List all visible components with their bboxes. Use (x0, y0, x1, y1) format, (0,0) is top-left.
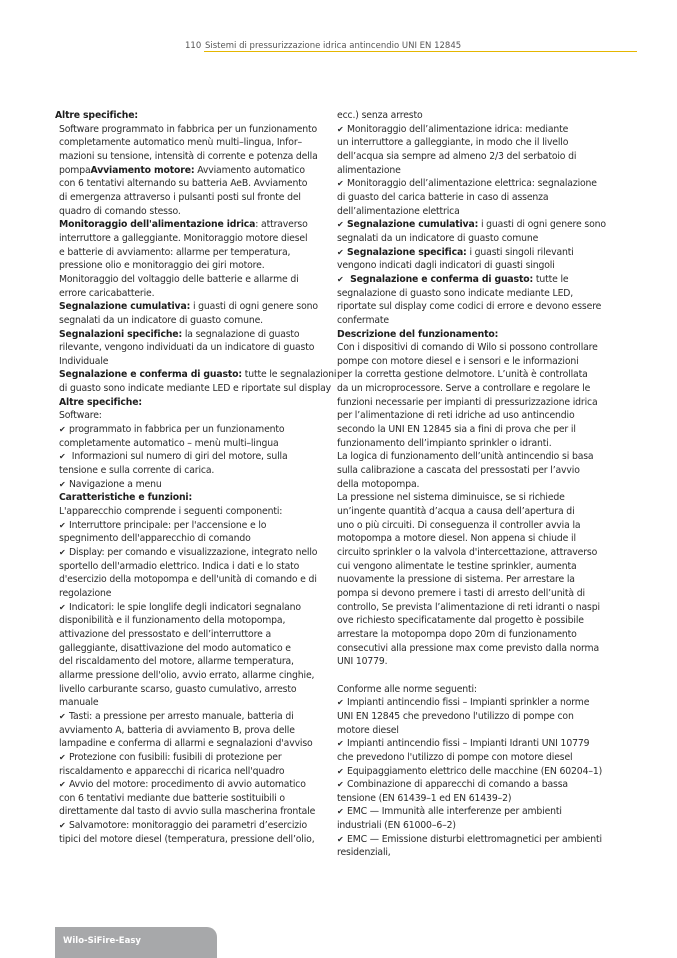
checkmark-icon: ✔ (337, 739, 344, 749)
line-text: da un microprocessore. Serve a controllare e regolare le (337, 383, 591, 395)
line-text: L'apparecchio comprende i seguenti componenti: (59, 506, 283, 518)
checkmark-icon: ✔ (59, 821, 66, 831)
text-line (55, 464, 330, 478)
text-line (333, 205, 633, 219)
text-line (55, 519, 330, 533)
line-text: UNI EN 12845 che prevedono l'utilizzo di pompe con (337, 710, 574, 722)
line-text: Combinazione di apparecchi di comando a bassa (347, 779, 568, 791)
text-line (55, 614, 330, 628)
text-line (55, 491, 330, 505)
bold-label: Segnalazione e conferma di guasto: (59, 369, 242, 381)
text-line (333, 573, 633, 587)
line-text: manuale (59, 697, 99, 709)
bold-label: Avviamento motore: (90, 164, 195, 176)
line-text: tipici del motore diesel (temperatura, pressione dell’olio, (59, 833, 315, 845)
line-text: UNI 10779. (337, 656, 388, 668)
line-text: di guasto sono indicate mediante LED e riportate sul display (59, 383, 331, 395)
line-text: disponibilità e il funzionamento della motopompa, (59, 615, 286, 627)
line-text: con 6 tentativi alternando su batteria AeB. Avviamento (59, 178, 308, 190)
line-text: quadro di comando stesso. (59, 205, 181, 217)
checkmark-icon: ✔ (59, 602, 66, 612)
text-line (55, 546, 330, 560)
text-line (333, 765, 633, 779)
text-line (333, 710, 633, 724)
text-line (333, 751, 633, 765)
checkmark-icon: ✔ (59, 479, 66, 489)
bold-label: Segnalazioni specifiche: (59, 328, 183, 340)
checkmark-icon: ✔ (59, 452, 66, 462)
text-line (55, 423, 330, 437)
text-line (55, 437, 330, 451)
line-text: programmato in fabbrica per un funzionamento (69, 424, 285, 436)
line-text: i guasti singoli rilevanti (466, 246, 574, 258)
text-line (333, 505, 633, 519)
line-text: sportello dell'armadio elettrico. Indica i dati e lo stato (59, 560, 300, 572)
line-text: rilevante, vengono individuati da un indicatore di guasto (59, 342, 315, 354)
text-line (55, 314, 330, 328)
line-text: Protezione con fusibili: fusibili di protezione per (69, 751, 282, 763)
line-text: tutte le segnalazioni (241, 369, 337, 381)
checkmark-icon: ✔ (337, 274, 344, 284)
line-text: riscaldamento e apparecchi di ricarica nell'quadro (59, 765, 285, 777)
text-line (333, 491, 633, 505)
line-text: Informazioni sul numero di giri del motore, sulla (69, 451, 288, 463)
right-column (333, 109, 633, 860)
line-text: pompa (59, 164, 91, 176)
line-text: sulla calibrazione a cascata del pressostati per l’avvio (337, 465, 580, 477)
text-line (333, 737, 633, 751)
bold-label: Caratteristiche e funzioni: (59, 492, 193, 504)
line-text: segnalazione di guasto sono indicate mediante LED, (337, 287, 574, 299)
text-line (333, 819, 633, 833)
checkmark-icon: ✔ (337, 766, 344, 776)
text-line (333, 601, 633, 615)
text-line (55, 218, 330, 232)
checkmark-icon: ✔ (337, 220, 344, 230)
text-line (55, 669, 330, 683)
line-text: Indicatori: le spie longlife degli indicatori segnalano (69, 601, 301, 613)
text-line (333, 123, 633, 137)
line-text: livello carburante scarso, guasto cumulativo, arresto (59, 683, 297, 695)
text-line (55, 642, 330, 656)
checkmark-icon: ✔ (59, 780, 66, 790)
checkmark-icon: ✔ (59, 520, 66, 530)
line-text: cui vengono alimentate le testine sprinkler, aumenta (337, 560, 577, 572)
header-rule (204, 51, 637, 52)
text-line (333, 368, 633, 382)
line-text: Equipaggiamento elettrico delle macchine (EN 60204–1) (347, 765, 603, 777)
line-text: direttamente dal tasto di avvio sulla mascherina frontale (59, 806, 316, 818)
text-line (333, 191, 633, 205)
line-text: tensione (EN 61439–1 ed EN 61439–2) (337, 792, 512, 804)
text-line (55, 587, 330, 601)
text-line (55, 655, 330, 669)
left-column (55, 109, 337, 846)
line-text: pressione olio e monitoraggio dei giri motore. (59, 260, 265, 272)
checkmark-icon: ✔ (337, 780, 344, 790)
line-text: Con i dispositivi di comando di Wilo si possono controllare (337, 342, 598, 354)
text-line (55, 778, 330, 792)
line-text: i guasti di ogni genere sono (478, 219, 606, 231)
line-text: per la corretta gestione delmotore. L’unità è controllata (337, 369, 588, 381)
line-text: ecc.) senza arresto (337, 110, 423, 121)
line-text: secondo la UNI EN 12845 sia a fini di prova che per il (337, 424, 576, 436)
line-text: lampadine e conferma di allarmi e segnalazioni d'avviso (59, 738, 313, 750)
text-line (55, 573, 330, 587)
line-text: segnalati da un indicatore di guasto comune. (59, 314, 263, 326)
text-line (333, 464, 633, 478)
line-text: vengono indicati dagli indicatori di guasti singoli (337, 260, 555, 272)
text-line (333, 246, 633, 260)
line-text: Display: per comando e visualizzazione, integrato nello (69, 547, 318, 558)
text-line (55, 355, 330, 369)
line-text: EMC — Emissione disturbi elettromagnetici per ambienti (347, 833, 602, 845)
text-line (333, 423, 633, 437)
text-line (333, 642, 633, 656)
line-text: del riscaldamento del motore, allarme temperatura, (59, 656, 294, 668)
text-line (55, 833, 330, 847)
text-line (333, 328, 633, 342)
text-line (55, 382, 330, 396)
text-line (333, 724, 633, 738)
checkmark-icon: ✔ (59, 752, 66, 762)
line-text: dell’alimentazione elettrica (337, 205, 460, 217)
line-text: errore caricabatterie. (59, 287, 155, 299)
text-line (333, 846, 633, 860)
text-line (333, 136, 633, 150)
text-line (55, 450, 330, 464)
line-text: pompe con motore diesel e i sensori e le informazioni (337, 355, 579, 367)
text-line (333, 177, 633, 191)
line-text: della motopompa. (337, 478, 420, 490)
line-text: Individuale (59, 355, 109, 367)
text-line (55, 205, 330, 219)
text-line (55, 191, 330, 205)
line-text: Navigazione a menu (69, 478, 162, 490)
line-text: Avviamento automatico (194, 164, 305, 176)
line-text: alimentazione (337, 164, 401, 176)
text-line (55, 150, 330, 164)
checkmark-icon: ✔ (59, 711, 66, 721)
bold-label: Segnalazione cumulativa: (347, 219, 479, 231)
line-text: avviamento A, batteria di avviamento B, prova delle (59, 724, 295, 736)
text-line (55, 328, 330, 342)
text-line (55, 109, 330, 123)
line-text: circuito sprinkler o la valvola d'intercettazione, attraverso (337, 547, 598, 558)
text-line (333, 669, 633, 683)
text-line (55, 246, 330, 260)
text-line (55, 136, 330, 150)
text-line (55, 683, 330, 697)
text-line (333, 300, 633, 314)
footer-product-tab (55, 927, 217, 958)
text-line (333, 355, 633, 369)
text-line (55, 751, 330, 765)
line-text: interruttore a galleggiante. Monitoraggio motore diesel (59, 232, 308, 244)
text-line (333, 450, 633, 464)
checkmark-icon: ✔ (337, 834, 344, 844)
line-text: funzionamento dell’impianto sprinkler o idranti. (337, 437, 552, 449)
text-line (333, 150, 633, 164)
text-line (55, 737, 330, 751)
line-text: tutte le (533, 273, 569, 285)
text-line (333, 519, 633, 533)
bold-label: Descrizione del funzionamento: (337, 328, 499, 340)
line-text: arrestare la motopompa dopo 20m di funzionamento (337, 628, 577, 640)
bold-label: Segnalazione specifica: (347, 246, 467, 258)
line-text: con 6 tentativi mediante due batterie sostituibili o (59, 792, 285, 804)
line-text: Software programmato in fabbrica per un funzionamento (59, 123, 318, 135)
text-line (55, 819, 330, 833)
line-text: motopompa a motore diesel. Non appena si chiude il (337, 533, 576, 545)
line-text: mazioni su tensione, intensità di corrente e potenza della (59, 150, 318, 162)
text-line (333, 778, 633, 792)
text-line (55, 805, 330, 819)
line-text: confermate (337, 314, 389, 326)
checkmark-icon: ✔ (337, 247, 344, 257)
text-line (55, 478, 330, 492)
text-line (55, 560, 330, 574)
text-line (333, 655, 633, 669)
bold-label: Segnalazione e conferma di guasto: (347, 273, 534, 285)
bold-label: Altre specifiche: (55, 110, 138, 121)
text-line (55, 696, 330, 710)
line-text: i guasti di ogni genere sono (190, 301, 318, 313)
line-text: industriali (EN 61000–6–2) (337, 820, 456, 832)
line-text: regolazione (59, 587, 112, 599)
line-text: completamente automatico – menù multi–lingua (59, 437, 279, 449)
line-text: allarme pressione dell'olio, avvio errato, allarme cinghie, (59, 669, 315, 681)
text-line (333, 696, 633, 710)
line-text: tensione e sulla corrente di carica. (59, 465, 215, 477)
text-line (55, 532, 330, 546)
text-line (333, 396, 633, 410)
text-line (55, 765, 330, 779)
text-line (333, 587, 633, 601)
line-text: Interruttore principale: per l'accensione e lo (69, 519, 267, 531)
text-line (55, 123, 330, 137)
line-text: la segnalazione di guasto (182, 328, 300, 340)
checkmark-icon: ✔ (337, 698, 344, 708)
text-line (333, 287, 633, 301)
line-text: dell’acqua sia sempre ad almeno 2/3 del serbatoio di (337, 150, 577, 162)
line-text: completamente automatico menù multi–lingua, Infor– (59, 137, 302, 149)
line-text: uno o più circuiti. Di conseguenza il controller avvia la (337, 519, 581, 531)
text-line (333, 341, 633, 355)
line-text: Impianti antincendio fissi – Impianti Idranti UNI 10779 (347, 738, 590, 750)
text-line (333, 560, 633, 574)
text-line (333, 314, 633, 328)
text-line (333, 437, 633, 451)
text-line (333, 409, 633, 423)
text-line (333, 218, 633, 232)
line-text: : attraverso (255, 219, 308, 231)
line-text: Conforme alle norme seguenti: (337, 683, 477, 695)
text-line (333, 109, 633, 123)
checkmark-icon: ✔ (59, 548, 66, 557)
checkmark-icon: ✔ (337, 807, 344, 817)
text-line (333, 805, 633, 819)
line-text: Monitoraggio del voltaggio delle batterie e allarme di (59, 273, 299, 285)
checkmark-icon: ✔ (337, 124, 344, 134)
bold-label: Altre specifiche: (59, 396, 142, 408)
checkmark-icon: ✔ (59, 425, 66, 435)
text-line (333, 792, 633, 806)
page-number: 110 (185, 41, 202, 51)
line-text: un interruttore a galleggiante, in modo che il livello (337, 137, 569, 149)
line-text: d'esercizio della motopompa e dell'unità di comando e di (59, 574, 317, 586)
checkmark-icon: ✔ (337, 179, 344, 189)
text-line (55, 368, 337, 382)
text-line (55, 287, 330, 301)
line-text: un’ingente quantità d’acqua a causa dell’apertura di (337, 506, 575, 518)
text-line (55, 628, 330, 642)
line-text: Software: (59, 410, 102, 422)
line-text: EMC — Immunità alle interferenze per ambienti (347, 806, 562, 818)
text-line (55, 177, 330, 191)
text-line (333, 478, 633, 492)
text-line (333, 259, 633, 273)
line-text: spegnimento dell'apparecchio di comando (59, 533, 251, 545)
text-line (55, 259, 330, 273)
text-line (333, 833, 633, 847)
line-text: Monitoraggio dell’alimentazione idrica: mediante (347, 123, 569, 135)
text-line (55, 273, 330, 287)
line-text: riportate sul display come codici di errore e devono essere (337, 301, 602, 313)
section-title: Sistemi di pressurizzazione idrica antincendio UNI EN 12845 (205, 41, 462, 51)
line-text: per l’alimentazione di reti idriche ad uso antincendio (337, 410, 575, 422)
line-text: La pressione nel sistema diminuisce, se si richiede (337, 492, 565, 504)
text-line (55, 396, 330, 410)
line-text: di emergenza attraverso i pulsanti posti sul fronte del (59, 191, 301, 203)
line-text: funzioni necessarie per impianti di pressurizzazione idrica (337, 396, 598, 408)
text-line (55, 164, 330, 178)
bold-label: Segnalazione cumulativa: (59, 301, 191, 313)
text-line (55, 505, 330, 519)
line-text: ove richiesto specificatamente dal progetto è possibile (337, 615, 584, 627)
bold-label: Monitoraggio dell'alimentazione idrica (59, 219, 256, 231)
text-line (55, 792, 330, 806)
line-text: pompa si devono premere i tasti di arresto dell’unità di (337, 587, 585, 599)
line-text: nuovamente la pressione di sistema. Per arrestare la (337, 574, 575, 586)
text-line (55, 300, 330, 314)
line-text: consecutivi alla pressione max come previsto dalla norma (337, 642, 600, 654)
line-text: di guasto del carica batterie in caso di assenza (337, 191, 549, 203)
line-text: attivazione del pressostato e dell’interruttore a (59, 628, 271, 640)
text-line (333, 546, 633, 560)
line-text: Tasti: a pressione per arresto manuale, batteria di (69, 710, 294, 722)
text-line (55, 710, 330, 724)
text-line (333, 628, 633, 642)
line-text: controllo, Se prevista l’alimentazione di reti idranti o naspi (337, 601, 600, 613)
footer-product-name: Wilo-SiFire-Easy (63, 936, 141, 946)
line-text: La logica di funzionamento dell’unità antincendio si basa (337, 451, 594, 463)
text-line (333, 382, 633, 396)
text-line (55, 341, 330, 355)
text-line (333, 273, 633, 287)
line-text: segnalati da un indicatore di guasto comune (337, 232, 539, 244)
line-text: e batterie di avviamento: allarme per temperatura, (59, 246, 291, 258)
line-text: che prevedono l'utilizzo di pompe con motore diesel (337, 751, 573, 763)
line-text: Monitoraggio dell’alimentazione elettrica: segnalazione (347, 178, 597, 190)
line-text: residenziali, (337, 847, 391, 859)
text-line (333, 164, 633, 178)
text-line (55, 724, 330, 738)
line-text: Avvio del motore: procedimento di avvio automatico (69, 779, 306, 791)
text-line (333, 232, 633, 246)
text-line (55, 601, 330, 615)
line-text: Impianti antincendio fissi – Impianti sprinkler a norme (347, 697, 590, 709)
text-line (333, 614, 633, 628)
text-line (55, 409, 330, 423)
line-text: galleggiante, disattivazione del modo automatico e (59, 642, 291, 654)
line-text: Salvamotore: monitoraggio dei parametri d’esercizio (69, 820, 307, 832)
text-line (333, 532, 633, 546)
text-line (55, 232, 330, 246)
line-text: motore diesel (337, 724, 399, 736)
text-line (333, 683, 633, 697)
